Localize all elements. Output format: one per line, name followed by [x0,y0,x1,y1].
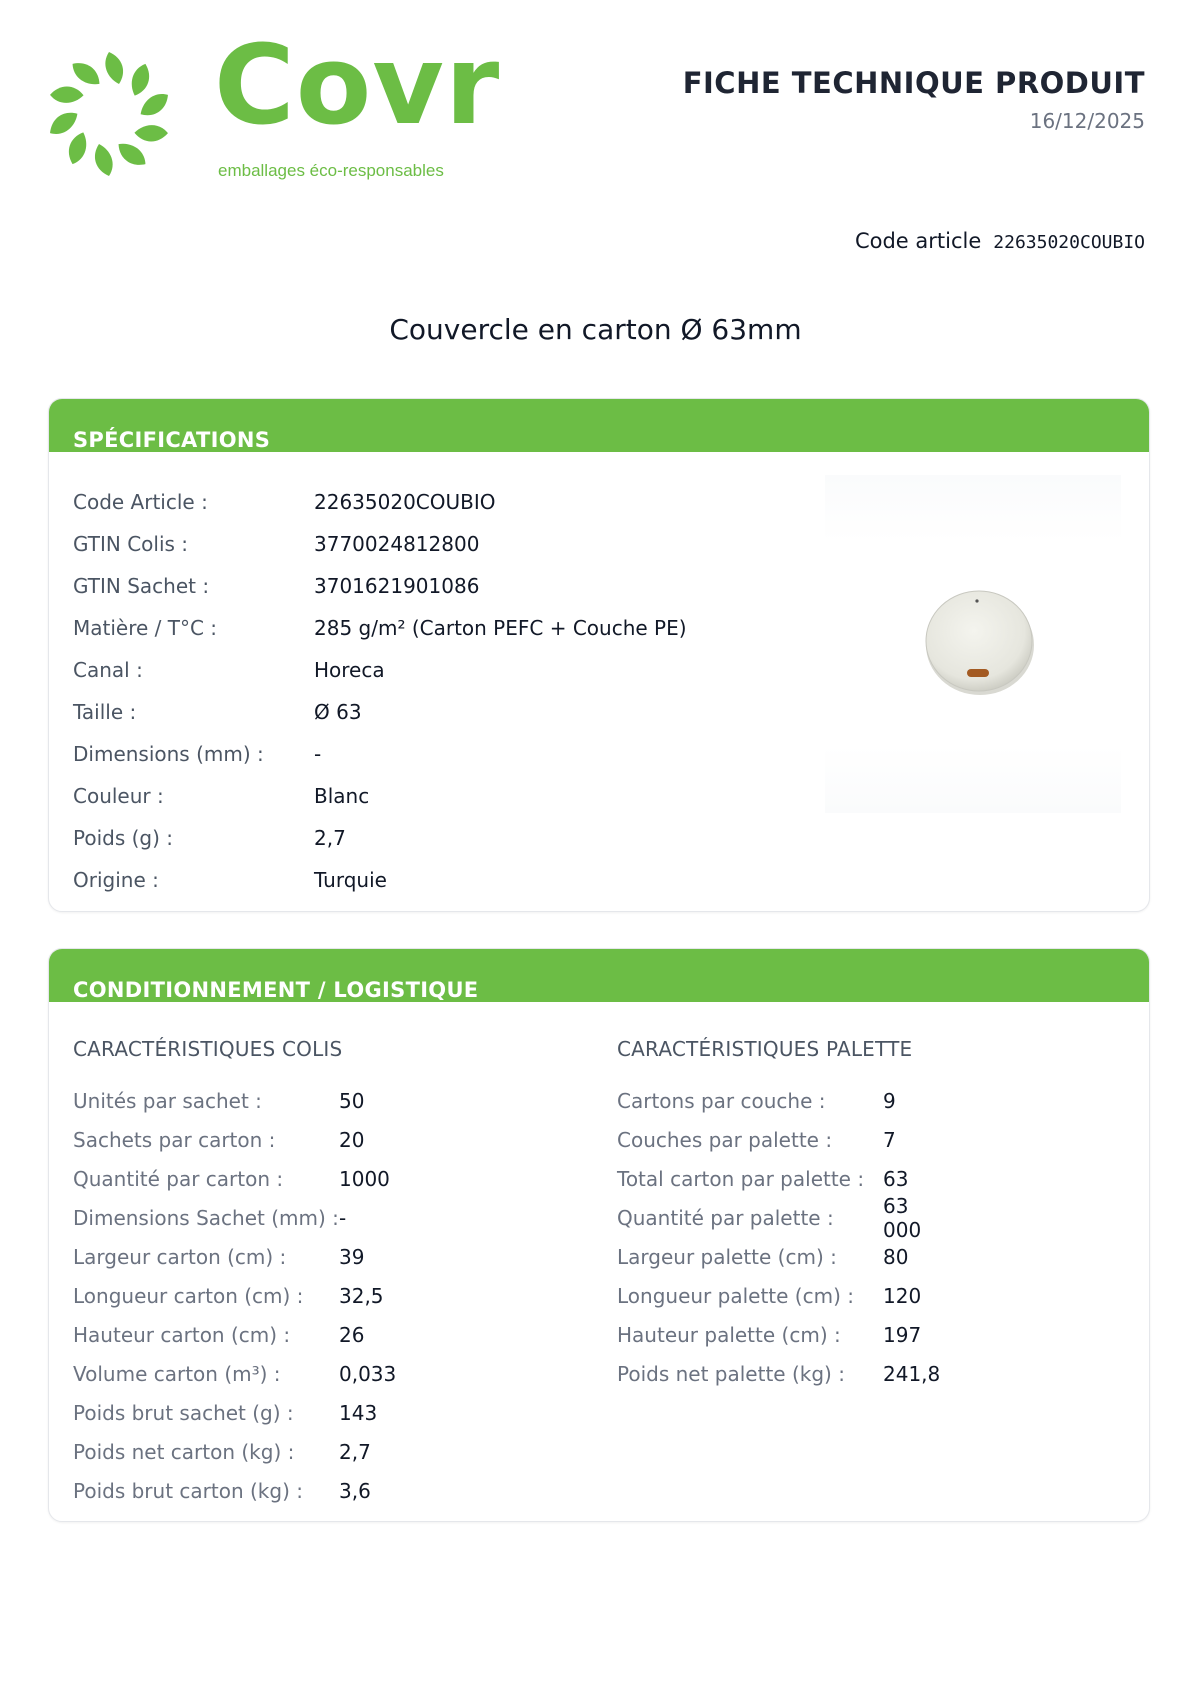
palette-row [617,1194,922,1242]
colis-row [73,1164,390,1194]
spec-label: Dimensions (mm) : [73,742,264,766]
spec-value: 285 g/m² (Carton PEFC + Couche PE) [314,616,687,640]
spec-value: 3701621901086 [314,574,480,598]
colis-row [73,1320,365,1350]
spec-value: Horeca [314,658,385,682]
spec-label: GTIN Colis : [73,532,189,556]
spec-label: Code Article : [73,490,208,514]
palette-value: 63 000 [883,1194,922,1242]
paper-lid-icon [923,585,1035,697]
product-image [825,475,1121,813]
palette-value: 241,8 [883,1362,941,1386]
spec-row [73,487,496,517]
colis-row [73,1086,365,1116]
spec-value: 22635020COUBIO [314,490,496,514]
colis-value: 2,7 [339,1440,371,1464]
colis-row [73,1281,384,1311]
palette-value: 120 [883,1284,922,1308]
colis-label: Longueur carton (cm) : [73,1284,304,1308]
palette-label: Quantité par palette : [617,1206,834,1230]
colis-row [73,1398,378,1428]
colis-label: Poids brut sachet (g) : [73,1401,294,1425]
colis-label: Poids net carton (kg) : [73,1440,295,1464]
colis-row [73,1437,371,1467]
article-code-label: Code article [854,229,982,253]
colis-label: Volume carton (m³) : [73,1362,281,1386]
colis-section-title: CARACTÉRISTIQUES COLIS [73,1037,343,1061]
spec-label: Origine : [73,868,159,892]
covr-leaf-ring-logo-icon [44,44,174,184]
palette-label: Hauteur palette (cm) : [617,1323,841,1347]
palette-row [617,1164,909,1194]
spec-label: Couleur : [73,784,164,808]
spec-value: Turquie [314,868,387,892]
colis-value: - [339,1206,347,1230]
spec-value: 3770024812800 [314,532,480,556]
spec-value: - [314,742,322,766]
specifications-card [48,398,1150,912]
spec-row [73,655,385,685]
specifications-header [49,399,1149,452]
spec-value: Ø 63 [314,700,362,724]
colis-row [73,1476,371,1506]
spec-label: Poids (g) : [73,826,174,850]
brand-name: Covr [214,21,501,149]
colis-label: Poids brut carton (kg) : [73,1479,303,1503]
spec-label: Matière / T°C : [73,616,218,640]
palette-value: 197 [883,1323,922,1347]
colis-row [73,1359,397,1389]
document-title: FICHE TECHNIQUE PRODUIT [682,66,1145,100]
document-date: 16/12/2025 [1029,109,1145,133]
spec-row [73,739,321,769]
palette-row [617,1320,922,1350]
colis-row [73,1125,365,1155]
palette-value: 63 [883,1167,909,1191]
colis-value: 143 [339,1401,378,1425]
spec-value: Blanc [314,784,370,808]
palette-label: Couches par palette : [617,1128,833,1152]
logistics-heading: CONDITIONNEMENT / LOGISTIQUE [73,978,479,1002]
brand-tagline: emballages éco-responsables [218,161,444,180]
colis-label: Largeur carton (cm) : [73,1245,287,1269]
palette-label: Poids net palette (kg) : [617,1362,845,1386]
palette-row [617,1086,896,1116]
colis-value: 3,6 [339,1479,371,1503]
spec-row [73,697,362,727]
colis-label: Hauteur carton (cm) : [73,1323,291,1347]
product-title: Couvercle en carton Ø 63mm [389,313,802,346]
palette-row [617,1125,896,1155]
palette-row [617,1281,922,1311]
colis-label: Sachets par carton : [73,1128,276,1152]
article-code-row [855,229,1145,253]
palette-value: 7 [883,1128,896,1152]
colis-row [73,1242,365,1272]
palette-label: Total carton par palette : [617,1167,865,1191]
article-code-value: 22635020COUBIO [993,232,1145,253]
colis-label: Quantité par carton : [73,1167,284,1191]
colis-value: 20 [339,1128,365,1152]
palette-label: Largeur palette (cm) : [617,1245,837,1269]
logistics-header [49,949,1149,1002]
palette-value: 9 [883,1089,896,1113]
colis-value: 50 [339,1089,365,1113]
colis-label: Dimensions Sachet (mm) : [73,1206,339,1230]
palette-row [617,1242,909,1272]
spec-row [73,823,346,853]
palette-label: Cartons par couche : [617,1089,826,1113]
spec-label: Taille : [73,700,137,724]
palette-value: 80 [883,1245,909,1269]
spec-row [73,571,479,601]
logistics-card [48,948,1150,1522]
colis-value: 32,5 [339,1284,384,1308]
spec-row [73,865,387,895]
colis-value: 1000 [339,1167,390,1191]
palette-label: Longueur palette (cm) : [617,1284,854,1308]
palette-row [617,1359,941,1389]
specifications-heading: SPÉCIFICATIONS [73,428,271,452]
colis-label: Unités par sachet : [73,1089,262,1113]
spec-label: Canal : [73,658,143,682]
colis-row [73,1203,347,1233]
colis-value: 26 [339,1323,365,1347]
spec-label: GTIN Sachet : [73,574,210,598]
spec-row [73,613,687,643]
spec-row [73,529,479,559]
palette-section-title: CARACTÉRISTIQUES PALETTE [617,1037,913,1061]
spec-value: 2,7 [314,826,346,850]
spec-row [73,781,369,811]
colis-value: 0,033 [339,1362,397,1386]
colis-value: 39 [339,1245,365,1269]
